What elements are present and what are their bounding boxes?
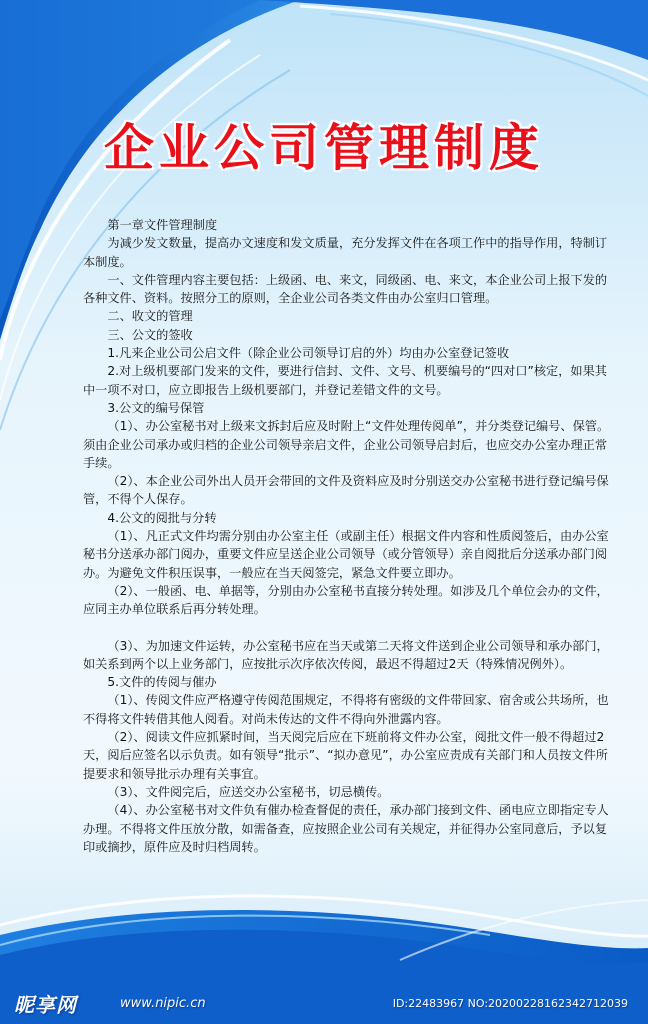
watermark-url: www.nipic.cn xyxy=(120,996,206,1011)
paragraph: 1.凡来企业公司公启文件（除企业公司领导订启的外）均由办公室登记签收 xyxy=(107,346,510,361)
page-title: 企业公司管理制度 xyxy=(104,118,544,177)
paragraph: （1）、办公室秘书对上级来文拆封后应及时附上“文件处理传阅单”，并分类登记编号、保管。须由企业公司承办或归档的企业公司领导亲启文件，企业公司领导启封后，也应交办公室办理正常手续。 xyxy=(83,419,610,470)
paragraph-spacer xyxy=(83,619,611,637)
paragraph: （1）、凡正式文件均需分别由办公室主任（或副主任）根据文件内容和性质阅签后，由办公室秘书分送承办部门阅办，重要文件应呈送企业公司领导（或分管领导）亲自阅批后分送承办部门阅办。为避免文件积压误事，一般应在当天阅签完，紧急文件要立即办。 xyxy=(83,529,609,580)
paragraph: （4）、办公室秘书对文件负有催办检查督促的责任，承办部门接到文件、函电应立即指定专人办理。不得将文件压放分散，如需备查，应按照企业公司有关规定，并征得办公室同意后，予以复印或摘抄，原件应及时归档周转。 xyxy=(83,803,609,854)
paragraph: （3）、为加速文件运转，办公室秘书应在当天或第二天将文件送到企业公司领导和承办部门，如关系到两个以上业务部门，应按批示次序依次传阅，最迟不得超过2天（特殊情况例外）。 xyxy=(83,638,609,671)
paragraph: （2）、一般函、电、单据等，分别由办公室秘书直接分转处理。如涉及几个单位会办的文件，应同主办单位联系后再分转处理。 xyxy=(83,583,609,617)
paragraph: 三、公文的签收 xyxy=(107,327,193,342)
paragraph: 4.公文的阅批与分转 xyxy=(107,510,217,525)
paragraph: （2）、本企业公司外出人员开会带回的文件及资料应及时分别送交办公室秘书进行登记编号保管，不得个人保存。 xyxy=(83,474,609,507)
paragraph: 5.文件的传阅与催办 xyxy=(107,675,217,690)
paragraph: 为减少发文数量，提高办文速度和发文质量，充分发挥文件在各项工作中的指导作用，特制订本制度。 xyxy=(83,236,608,269)
paragraph: 2.对上级机要部门发来的文件，要进行信封、文件、文号、机要编号的“四对口”核定，如果其中一项不对口，应立即报告上级机要部门，并登记差错文件的文号。 xyxy=(83,364,607,397)
watermark-id: ID:22483967 NO:20200228162342712039 xyxy=(392,997,628,1010)
paragraph: 第一章文件管理制度 xyxy=(107,218,218,232)
paragraph: 3.公文的编号保管 xyxy=(107,400,205,415)
watermark-logo: 昵享网 xyxy=(14,993,77,1017)
paragraph: 二、收文的管理 xyxy=(107,309,193,324)
paragraph: （2）、阅读文件应抓紧时间，当天阅完后应在下班前将文件办公室，阅批文件一般不得超过2天，阅后应签名以示负责。如有领导“批示”、“拟办意见”，办公室应责成有关部门和人员按文件所提要求和领导批示办理有关事宜。 xyxy=(83,730,608,781)
document-body xyxy=(83,216,611,856)
paragraph: （1）、传阅文件应严格遵守传阅范围规定，不得将有密级的文件带回家、宿舍或公共场所，也不得将文件转借其他人阅看。对尚未传达的文件不得向外泄露内容。 xyxy=(83,693,609,726)
paragraph: （3）、文件阅完后，应送交办公室秘书，切忌横传。 xyxy=(107,784,390,799)
paragraph: 一、文件管理内容主要包括：上级函、电、来文，同级函、电、来文，本企业公司上报下发的各种文件、资料。按照分工的原则，全企业公司各类文件由办公室归口管理。 xyxy=(83,272,608,306)
